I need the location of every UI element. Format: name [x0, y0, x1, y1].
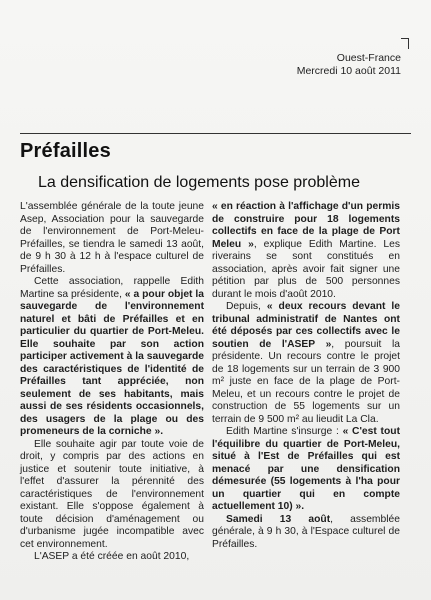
- paragraph: [212, 201, 400, 301]
- paragraph-text: , explique Edith Martine. Les riverains se sont constitués en association, après avoir fait signer une pétition par plus de 500 personnes durant le mois d'août 2010.: [212, 238, 400, 300]
- section-title: Préfailles: [20, 140, 111, 162]
- paragraph-intro: Depuis,: [226, 301, 267, 312]
- paragraph: [212, 514, 400, 552]
- event-details: , assemblée générale, à 9 h 30, à l'Espace culturel de Préfailles.: [212, 513, 400, 550]
- publication-date: Mercredi 10 août 2011: [296, 65, 401, 77]
- paragraph: [212, 301, 400, 426]
- article-column-left: [20, 201, 204, 564]
- quote-bold: « a pour objet la sauvegarde de l'environnement naturel et bâti de Préfailles et en particulier du quartier de Port-Meleu. Elle souhaite par son action participer activement à la sauvegarde des caractéristiques de l'identité de Préfailles tant appréciée, non seulement de ses habitants, mais aussi de ses résidents occasionnels, des usagers de la plage ou des promeneurs de la corniche ».: [20, 288, 204, 437]
- event-date: Samedi 13 août: [226, 513, 331, 525]
- corner-mark: [401, 38, 409, 49]
- article-column-right: [212, 201, 400, 551]
- quote-bold: « en réaction à l'affichage d'un permis de construire pour 18 logements collectifs en face de la plage de Port Meleu »: [212, 201, 400, 250]
- quote-bold: « C'est tout l'équilibre du quartier de Port-Meleu, situé à l'Est de Préfailles qui est menacé par une densification démesurée (55 logements à l'ha pour un quartier qui en compte actuellement 10) ».: [212, 426, 400, 512]
- section-rule: [20, 133, 411, 134]
- paragraph-intro: Cette association, rappelle Edith Martine sa présidente,: [20, 276, 204, 300]
- publication-name: Ouest-France: [336, 52, 401, 64]
- paragraph: L'assemblée générale de la toute jeune Asep, Association pour la sauvegarde de l'environnement de Port-Meleu-Préfailles, se tiendra le samedi 13 août, de 9 h 30 à 12 h à l'espace culturel de Préfailles.: [20, 201, 204, 275]
- paragraph-text: , poursuit la présidente. Un recours contre le projet de 18 logements sur un terrain de 3 900 m² juste en face de la plage de Port-Meleu, et un recours contre le projet de construction de 55 logements sur un terrain de 9 500 m² au lieudit La Cla.: [212, 338, 400, 425]
- paragraph: Elle souhaite agir par toute voie de droit, y compris par des actions en justice et soutenir toute initiative, à l'effet d'assurer la pérennité des caractéristiques de l'environnement existant. Elle s'oppose également à toute décision d'aménagement ou d'urbanisme jugée incompatible avec cet environnement.: [20, 438, 204, 550]
- paragraph: [212, 426, 400, 514]
- paragraph: [20, 276, 204, 439]
- source-block: [297, 52, 401, 78]
- paragraph-intro: Edith Martine s'insurge :: [226, 426, 343, 437]
- paragraph: L'ASEP a été créée en août 2010,: [34, 551, 190, 562]
- quote-bold: « deux recours devant le tribunal administratif de Nantes ont été déposés par ces collectifs avec le soutien de l'ASEP »: [212, 301, 400, 350]
- article-headline: La densification de logements pose problème: [38, 174, 360, 191]
